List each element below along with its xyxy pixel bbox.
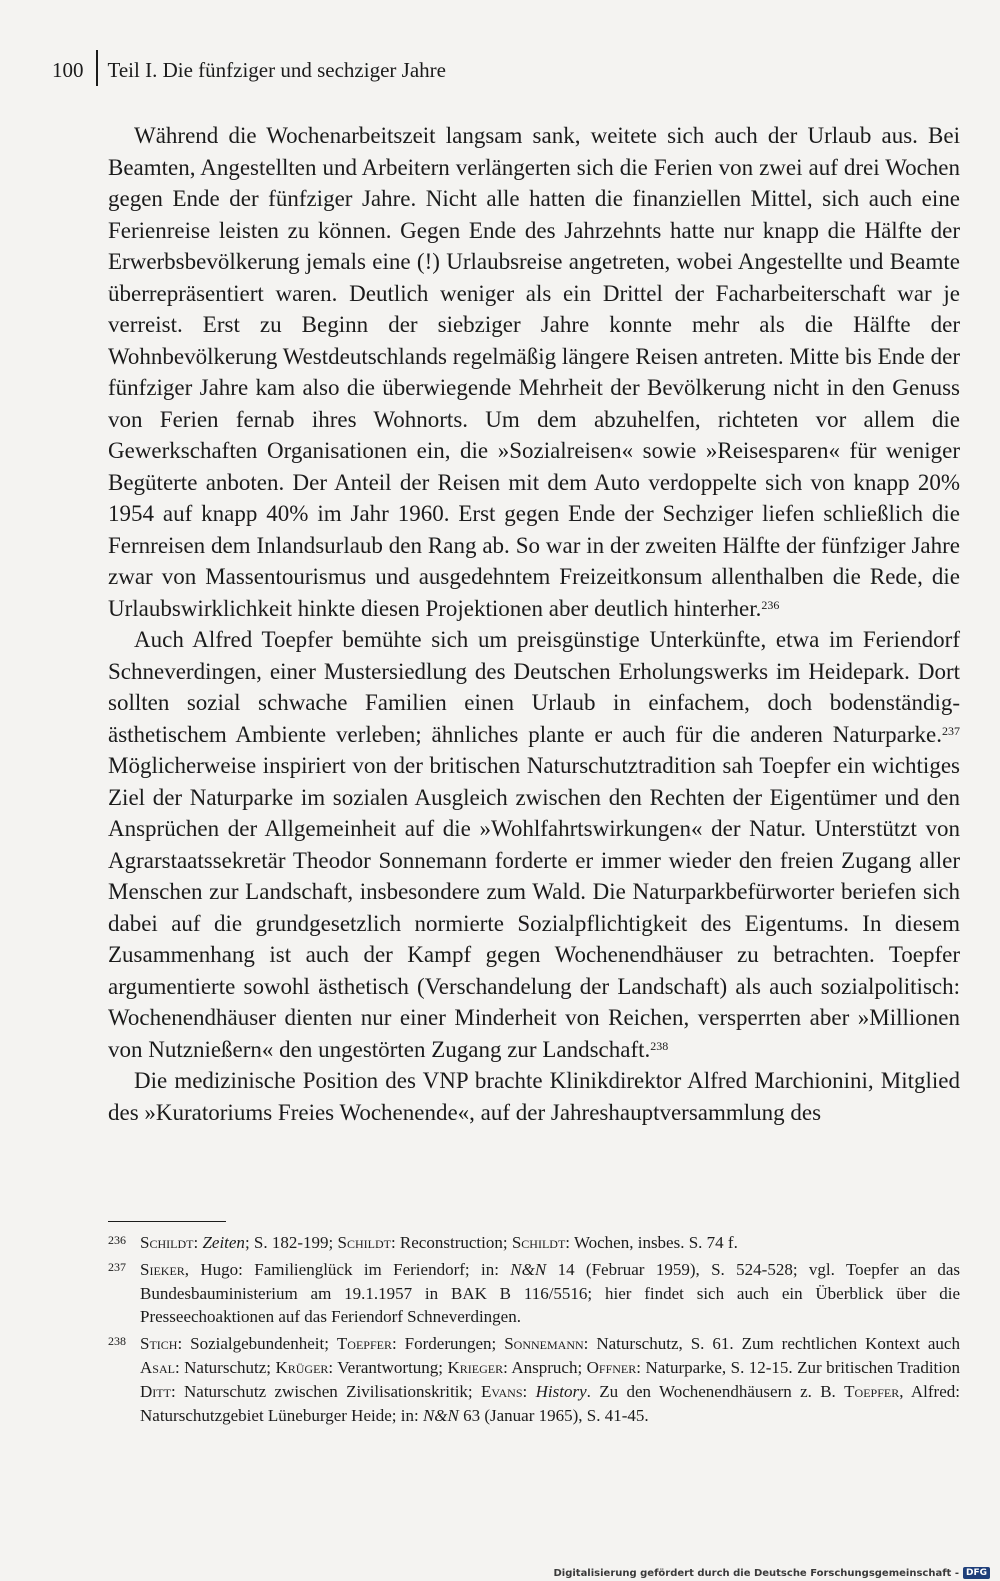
footnote-ref-237[interactable]: 237 [942,723,960,738]
footnote-237 [108,1258,960,1329]
footnote-text-run: Offner [586,1357,637,1377]
footnote-text-run: : Verantwortung; [328,1357,448,1377]
footnote-text-run: Toepfer [844,1381,900,1401]
main-text [108,120,960,1128]
footnote-ref-238[interactable]: 238 [650,1038,669,1053]
footnote-text-run: : Naturschutz zwischen Zivilisationskritik; [170,1381,482,1401]
footnote-ref-236[interactable]: 236 [761,597,780,612]
footnote-text-run: Schildt [140,1233,194,1252]
footnote-text-run: Krieger [447,1357,504,1377]
footnote-text-run: : [522,1381,536,1401]
footnote-text-run: 14 (Februar 1959), S. 524-528; vgl. Toepfer an das Bundesbauministerium am 19.1.1957 in BAK B 116/5516; hier findet sich auch ein Überblick über die Presseechoaktionen auf das Feriendorf Schneverdingen. [140,1259,960,1327]
footnote-text-run: , Alfred: Naturschutzgebiet Lüneburger Heide; in: [140,1381,960,1425]
footnote-number: 237 [108,1259,126,1274]
page-header [52,58,446,86]
footnote-text-run: Evans [481,1381,523,1401]
footnotes [108,1231,960,1430]
footnote-text-run: N&N [510,1259,547,1279]
footer-credit: Digitalisierung gefördert durch die Deutsche Forschungsgemeinschaft - [553,1567,959,1579]
footnote-text-run: ; S. 182-199; [244,1233,338,1252]
paragraph-3-text: Die medizinische Position des VNP brachte Klinikdirektor Alfred Marchionini, Mitglied des »Kuratoriums Freies Wochenende«, auf der Jahreshauptversammlung des [108,1068,960,1125]
footnote-text-run: Asal [140,1357,175,1377]
paragraph-2-text-b: Möglicherweise inspiriert von der britischen Naturschutztradition sah Toepfer ein wichtiges Ziel der Naturparke im sozialen Ausgleich zwischen den Rechten der Eigentümer und den Ansprüchen der Allgemeinheit auf die »Wohlfahrtswirkungen« der Natur. Unterstützt von Agrarstaatssekretär Theodor Sonnemann forderte er immer wieder den freien Zugang aller Menschen zur Landschaft, insbesondere zum Wald. Die Naturparkbefürworter beriefen sich dabei auf die grundgesetzlich normierte Sozialpflichtigkeit des Eigentums. In diesem Zusammenhang ist auch der Kampf gegen Wochenendhäuser zu betrachten. Toepfer argumentierte sowohl ästhetisch (Verschandelung der Landschaft) als auch sozialpolitisch: Wochenendhäuser dienten nur einer Minderheit von Reichen, versperrten aber »Millionen von Nutznießern« den ungestörten Zugang zur Landschaft. [108,753,960,1062]
footnote-text-run: Schildt [337,1233,391,1252]
page-number: 100 [52,58,84,82]
footnote-text-run: Krüger [275,1357,329,1377]
paragraph-1-text: Während die Wochenarbeitszeit langsam sank, weitete sich auch der Urlaub aus. Bei Beamten, Angestellten und Arbeitern verlängerten sich die Ferien von zwei auf drei Wochen gegen Ende der fünfziger Jahre. Nicht alle hatten die finanziellen Mittel, sich auch eine Ferienreise leisten zu können. Gegen Ende des Jahrzehnts hatte nur knapp die Hälfte der Erwerbsbevölkerung jemals eine (!) Urlaubsreise angetreten, wobei Angestellte und Beamte überrepräsentiert waren. Deutlich weniger als ein Drittel der Facharbeiterschaft war je verreist. Erst zu Beginn der siebziger Jahre konnte mehr als die Hälfte der Wohnbevölkerung Westdeutschlands regelmäßig längere Reisen antreten. Mitte bis Ende der fünfziger Jahre kam also die überwiegende Mehrheit der Bevölkerung nicht in den Genuss von Ferien fernab ihres Wohnorts. Um dem abzuhelfen, richteten vor allem die Gewerkschaften Organisationen ein, die »Sozialreisen« sowie »Reisesparen« für weniger Begüterte anboten. Der Anteil der Reisen mit dem Auto verdoppelte sich von knapp 20% 1954 auf knapp 40% im Jahr 1960. Erst gegen Ende der Sechziger liefen schließlich die Fernreisen dem Inlandsurlaub den Rang ab. So war in der zweiten Hälfte der fünfziger Jahre zwar von Massentourismus und ausgedehntem Freizeitkonsum allenthalben die Rede, die Urlaubswirklichkeit hinkte diesen Projektionen aber deutlich hinterher. [108,123,960,621]
footnote-number: 238 [108,1334,126,1349]
footnote-text-run: : Naturparke, S. 12-15. Zur britischen Tradition [636,1357,960,1377]
footnote-text-run: : Wochen, insbes. S. 74 f. [565,1233,738,1252]
footnote-text-run: : Reconstruction; [390,1233,512,1252]
footnote-text-run: , Hugo: Familienglück im Feriendorf; in: [184,1259,511,1279]
paragraph-2 [108,624,960,1065]
footnote-text-run: : Naturschutz, S. 61. Zum rechtlichen Kontext auch [583,1334,960,1354]
footnote-text-run: Sonnemann [504,1334,584,1354]
paragraph-1 [108,120,960,624]
running-title: Teil I. Die fünfziger und sechziger Jahre [107,58,446,82]
dfg-logo: DFG [963,1567,990,1579]
footnote-238 [108,1332,960,1427]
footnote-text-run: . Zu den Wochenendhäusern z. B. [586,1381,845,1401]
footnote-text-run: : Anspruch; [503,1357,587,1377]
header-divider [96,50,98,86]
footnote-text-run: History [535,1381,587,1401]
footnote-number: 236 [108,1233,126,1247]
footnote-text-run: Ditt [140,1381,171,1401]
footnote-text-run: Toepfer [336,1334,392,1354]
footnote-text-run: Sieker [140,1259,185,1279]
footnote-text-run: 63 (Januar 1965), S. 41-45. [458,1405,649,1425]
footnote-text-run: Stich [140,1334,178,1354]
footnote-text-run: Zeiten [202,1233,245,1252]
footnote-236 [108,1231,960,1255]
digitization-footer [553,1567,990,1579]
footnote-text-run: : Forderungen; [391,1334,505,1354]
footnote-divider [108,1221,226,1222]
footnote-text-run: Schildt [511,1233,566,1252]
footnote-text-run: : [193,1233,203,1252]
footnote-text-run: : Naturschutz; [174,1357,276,1377]
paragraph-3 [108,1065,960,1128]
footnote-text-run: : Sozialgebundenheit; [177,1334,337,1354]
paragraph-2-text-a: Auch Alfred Toepfer bemühte sich um preisgünstige Unterkünfte, etwa im Feriendorf Schneverdingen, einer Mustersiedlung des Deutschen Erholungswerks im Heidepark. Dort sollten sozial schwache Familien einen Urlaub in einfachem, doch bodenständig-ästhetischem Ambiente verleben; ähnliches plante er auch für die anderen Naturparke. [108,627,960,747]
footnote-text-run: N&N [422,1405,459,1425]
